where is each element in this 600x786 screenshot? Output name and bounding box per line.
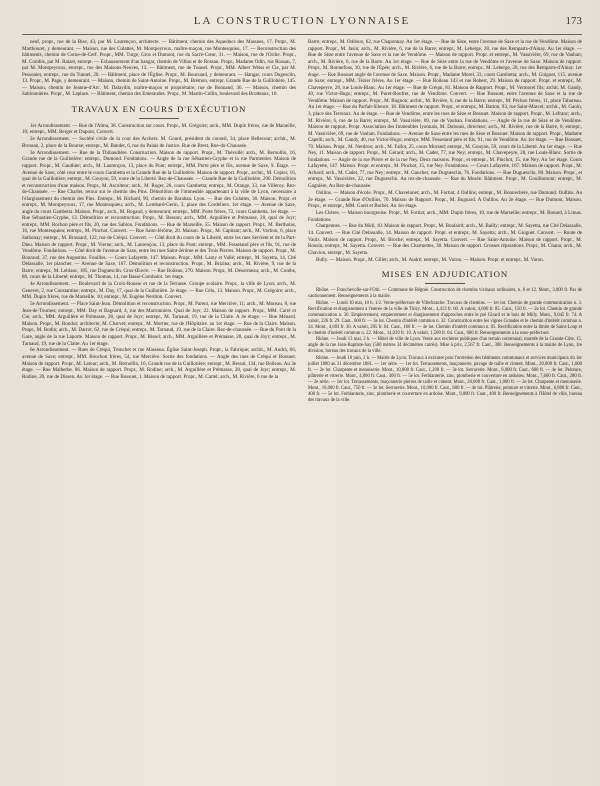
paragraph-arrondissement-5: 5e Arrondissement. — Place Saint-Jean. Démolition et reconstruction. Propr., M. Parent, rue Mercière, 11; arch., M. Moreau, 8, rue Jean-de-Tournes; entrepr., MM. Day et Bagnard, 4, rue des Marronniers. Quai de Joyr, 22. Maison de rapport. Propr., MM. Carré et Cie; arch., MM. Arguillère et Prémasse, 28, quai de Joyr; entrepr., M. Tarnaud, 19, rue de la Claire. A 4e étage. — Rue Ménard. Maison. Propr., M. Rondot; architecte, M. Charvet; entrepr., M. Mortier, rue de l'Hôpitaire. au 1er étage. — Rue de la Claire. Maison. Propr., M. Bodin; arch., M. Darrot, 62, rue de Créqui; entrepr., M. Tarnaud, 19, rue de la Claire. Rez-de-chaussée. — Rue du Pont de la Gare, angle de la rue Laporte. Maison de rapport. Propr., M. Bissel; arch., MM. Arguillère et Prémasse, 28, quai de Joyr; entrepr., M. Tarnaud, 19, rue de la Claire. Au 1er étage. xyxy=(22,301,296,347)
paragraph-arrondissement-3: 3e Arrondissement. — Rue de la Thibaudière. Construction. Maison de rapport. Propr., M. Thévollé; arch., M. Bernollin, 16, Grande rue de la Guillotière; entrepr., Dumond. Fondations. — Angle de la rue Sébastien-Gryphe et la rue Parmentier. Maison de rapport. Propr., M. Gauthier; arch., M. Laurençon, 13, place du Pont; entrepr., MM. Porte père et fils, avenue de Saxe, 9. Étage. — Avenue de Saxe, côté cour entre le cours Gambetta et la Grande Rue de la Guillotière. Maison de rapport. Propr., archit., M. Copier, 16, quai de la Guillotière; entrepr., M. Gouyon, 59, route de la Liberté. Rez-de-Chaussée. — Grande Rue de la Guillotière, 290. Démolition et reconstruction d'une maison. Propr., M. Ascolteur; arch., M. Roger, 26, cours Gambetta; entrepr., M. Orange, 33, rue Villeroy. Rez-de-Chaussée. — Rue Charlet, retour sur le chemin des Pins. Démolition de l'immeuble appartenant à la ville de Lyon, nécessaire à l'élargissement du chemin des Pins. Entrepr., M. Richard, 90, chemin de Baraban. Lyon. — Rue des Culattes, 30. Maison. Propr. et entrepr., M. Montpeyroux, 17, rue Montesquieu; arch., M. Lombard-Gerin, 3, place des Cordeliers. 1er étage. — Avenue de Saxe, angle du cours Gambetta. Maison. Propr., arch., M. Bogaud, y demeurant; entrepr., MM. Porte frères, 72, cours Gambetta. 1er étage. — Rue Sébastien-Gryphe, 13. Démolition et reconstruction. Propr., M. Besson; arch., MM. Arguillère et Prémasse, 28, quai de Joyr; entrepr., MM. Rochon père et fils, 20, rue des Sablon. Fondations. — Rue de Marseille, 55. Maison de rapport. Propr., M. Bertholas, 16, rue Montesquieu; entrepr., M. Pinchot. Convert. — Rue Saint-Jérôme, 20. Maison. Propr., M. Capitant; arch., M. Vachon, 6, place Sathonay; entrepr., M. Brossard, 122, rue de Créqui. Convert. — Côté droit du cours de la Liberté, entre les rues Servient et de la Part-Dieu. Maison de rapport. Propr., M. Vierne; arch., M. Laurençon, 13, place du Pont; entrepr., MM. Fessetand père et fils, 91, rue de Vendôme. Fondations. — Côté droit de l'avenue de Saxe, entre les rues Saint-Jérôme et des Trois Pierres. Maison de rapport. Propr., M. Bouraud, 37, rue des Augustins. Fouilles. — Cours Lafayette, 147. Maison. Propr., MM. Lamy et Vallé; entrepr., M. Sayetta, 14, Cité Delassalle, 1er plancher. — Avenue de Saxe, 167. Démolition et reconstruction. Propr., M. Brizina; arch., M. Rivière, 9, rue de la Barre; entrepr., M. Leblanc, 185, rue Duguesclin. Gros-Œuvre. — Rue Boileau, 270. Maison. Propr., M. Désormeau; arch., M. Combs, 86, cours de la Liberté; entrepr., M. Thomas, 14, rue Basse-Combalot. 1er étage. xyxy=(22,149,296,281)
paragraph-les-cheres: Les Chères. — Maison bourgeoise. Propr., M. Fortiat; arch., MM. Dupin frères, 10, rue de Marseille; entrepr., M. Bonard, à Limas. Fondations. xyxy=(308,210,582,223)
adjudication-item: Rhône. — Franchevolle-sur-l'Orb. — Commune de Régnié. Construction de chemins vicinaux ordinaires, n. 8 et 12. Mont., 3,000 fr. Pas de cautionnement. Renseignements à la mairie. xyxy=(308,288,582,300)
paragraph-arrondissement-4: 4e Arrondissement. — Boulevard de la Croix-Rousse et rue de la Terrasse. Groupe scolaire. Propr., la ville de Lyon; arch., M. Genevet, 2, rue Constantine; entrepr., M. Day, 17, quai de la Guillotière. 2e étage. — Rue Célu, 13. Maison. Propr., M. Grégoire; arch., MM. Dupin frères, rue de Marseille, 10; entrepr., M. Eugène Nerdron. Convert. xyxy=(22,281,296,301)
two-column-body xyxy=(22,39,582,405)
right-column xyxy=(308,39,582,405)
paragraph-arrondissement-6: 6e Arrondissement. — Rues de Créqui, Tronchet et rue Massena. Église Saint-Joseph. Propr., la Fabrique; archit., M. Audrà, 66, avenue de Saxe; entrepr., MM. Bouchon frères, 54, rue Mercière. Sortie des fondations. — Angle des rues de Créqui et Bossuet. Maison de rapport. Propr., M. Latour; arch., M. Bernollin, 16, Grande rue de la Guillotière; entrepr., M. Bessal, 134, rue Boileau. Au 3e étage. — Rue Malherbe. 86. Maison de rapport. Propr., M. Rodine; arch., M. Arguillère et Prémasse, 28, quai de Joyr; entrepr., M. Rodine, 20, rue de Dissen. Au 1er étage. — Rue Bossuet, 1. Maison de rapport. Propr., M. Cartel; arch., M. Rivière, 6 rue de la xyxy=(22,347,296,380)
page-header xyxy=(22,12,582,35)
section-title-adjudication: MISES EN ADJUDICATION xyxy=(381,269,509,280)
running-title: LA CONSTRUCTION LYONNAISE xyxy=(193,15,411,27)
adjudication-item: Rhône. — Lundi 10 mai, 10 h. 1/2. Vente-préfecture de Villefranche. Travaux de chemins. — 1er lot. Chemin de grande communication n. 3. Rectification et élargissement à l'entrée de la ville de Thizy. Mont., 4,413 fr. 60. A valoir, 4,600 fr. 85. Caut., 150 fr. — 2e lot. Chemin de grande communication n. 30. Empierrement, empierrement et élargissement d'approches entre le pré Girard et le bois de Milly. Mont., 9,045 fr. 74. A valoir, 226 fr. 29. Caut., 600 fr. — 3e lot. Chemin d'intérêt commun n. 32. Construction entre les vignes Grandes et le chemin d'intérêt commun n. 34. Mont., 4,603 fr. 30. A valoir, 205 fr. 64. Caut., 160 fr. — 4e lot. Chemin d'intérêt commun n. 85. Rectification entre la limite de Saint-Loup et le chemin d'intérêt commun n. 22. Mont., 14,039 fr. 10. A valoir, 1,500 fr. 64. Caut., 600 fr. Renseignements à la sous-préfecture. xyxy=(308,300,582,336)
section-divider xyxy=(425,283,465,284)
adjudication-item: Rhône. — Jeudi 10 juin, 2 h. — Mairie de Lyon. Travaux à exécuter pour l'entretien des bâtiments communaux et services municipaux du 1er juillet 1880 au 31 décembre 1881. — 1er série. — 1er lot. Terrassements, maçonnerie, pavage de taille et ciment. Mont., 20,000 fr. Caut., 1,000 fr. — 2e lot. Charpente et menuiserie. Mont., 10,000 fr. Caut., 1,200 fr. — 3e lot. Serrurerie. Mont., 8,000 fr. Caut., 600 fr. — 4e lot. Peinture, plâtrerie et vitrerie. Mont., 4,000 fr. Caut., 300 fr. — 5e lot. Ferblanterie, zinc, plomberie et couverture en ardoises. Mont., 7,600 fr. Caut., 280 fr. — 2e série. — 1er lot. Terrassements, maçonnerie pierres de taille et ciment. Mont., 20,000 fr. Caut., 1,000 fr. — 2e lot. Charpente et menuiserie. Mont., 16,000 fr. Caut., 750 fr. — 3e lot. Serrurerie. Mont., 10,000 fr. Caut., 600 fr. — 4e lot. Plâtrerie, peinture et vitrerie. Mont., 6,800 fr. Caut., 400 fr. — 5e lot. Ferblanterie, zinc, plomberie et couverture en ardoise. Mont., 9,000 fr. Caut., 400 fr. Renseignements à l'Hôtel de ville, bureau des travaux de la ville. xyxy=(308,355,582,404)
left-column xyxy=(22,39,296,405)
paragraph-arrondissement-2: 2e Arrondissement. — Société civile de la cour des Archers. M. Gourd, président du conseil, 34, place Bellecour; archit., M. Brossan, 2, place de la Bourse; entrepr., M. Bandet, 6, rue du Palais de Justice. Rue de Brest, Rue-du-Chaussée. xyxy=(22,136,296,149)
page-number: 173 xyxy=(565,15,582,27)
paragraph-continuation: Barre; entrepr., M. Oddoux, 62, rue Chaponnay. Au 1er étage. — Rue de Sèze, entre l'avenue de Saxe et la rue de Vendôme. Maison de rapport. Propr., M. Jasin; arch., M. Rivière, 6, rue de la Barre; entrepr., M. Leberge, 28, rue des Remparts-d'Ainay. Au 1er étage. — Rue de Sèze entre l'avenue de Saxe et la rue de Vendôme. — Maison de rapport. Propr. et entrepr., M. Vassivière, 69, rue de Vauban; arch., M. Rivière, 6, rue de la Barre. Au 1er étage. — Rue de Sèze entre la rue de Vendôme et l'avenue de Saxe. Maison de rapport. Propr., M. Bonnefous, 10, rue de l'Épée; arch., M. Rivière, 6, rue de la Barre; entrepr., M. Leberge, 28, rue des Remparts-d'Ainay. 1er étage. — Rue Bossuet angle de l'avenue de Saxe. Maison. Propr., Madame Morel, 33, cours Gambetta; arch., M. Guiguet, 115, avenue de Saxe; entrepr., MM. Tézier frères. Au 1er étage. — Rue Boileau 143 et rue Robert, 29. Maison de rapport. Propr. et entrepr., M. Chavepeyre, 28, rue Louis-Blanc. Au 1er étage. — Rue de Créqui, 81. Maison de Rapport. Propr., M. Vermorel fils; archit. M. Gandy, 40, rue Victor-Hugo; entrepr., M. Puret-Bonfret, rue de Vendôme. Convert. — Rue Bossuet, entre l'avenue de Saxe et la rue de Vendôme. Maison de rapport. Propr., M. Bugnon; archit., M. Rivière, 6, rue de la Barre; entrepr., M. Péchon frères, 11, place Tabareau. Au 1er étage. — Rue du Parfait-Silence, 18. Bâtiment de rapport. Propr., et entrepr., M. Batton, 93, rue Saint-Marcel; archit., M. Gaoin, 3, place des Terreaux. Au 4e étage. — Rue de Vendôme, entre les rues de Sèze et Bossuet. Maison de rapport. Propr., M. Lefranc; arch., M. Rivière, 6, rue de la Barre; entrepr., M. Vassivière, 69, rue de Vauban. Fondations. — Angle de la rue de Sèze et de Vendôme. Maison de rapport. Propr. Association des Immeubles lyonnais, M. Dubouis, directeur; arch., M. Rivière, rue de la Barre, 6; entrepr., M. Vassivière, 69, rue de Vauban. Fondations. — Avenue de Saxe entre les rues de Sèze et Bossuet. Maison de rapport. Propr., Madame Capelli; arch., M. Gandy, 40, rue Victor-Hugo; entrepr. MM. Fessetand père et fils, 91, rue de Vendôme. Au 1er étage. — Rue Bossuet, 70. Maison. Propr., M. Nerdron; arch., M. Fallot, 25, cours Morand; entrepr., M. Gouyon, 59, cours de la Liberté. Au 1er étage. — Rue Ney, 11. Maison de rapport. Propr., M. Gérard; arch., M. Cadet, 77, rue Ney; entrepr., M. Chavepeyre, 28, rue Louis-Blanc. Sortie de fondations. — Angle de la rue Pierre et de la rue Ney. Deux maisons. Propr., et entrepr., M. Pinchot, 15, rue Ney. Au 1er étage. Cours Lafayette, 147. Maison. Propr. et entrepr., M. Pinchot, 15, rue Ney. Fondations. — Cours Lafayette, 167. Maison de rapport. Propr., M. Achard; arch., M. Cadet, 77, rue Ney; entrepr., M. Gaucher, rue Duguesclin, 76. Fondations. — Rue Duguesclin, 80. Maison. Propr., et entrepr., M. Vassivière, 22, rue Duguesclin. Au rez-de-chaussée. — Rue du Musée. Bâtiment. Propr., M. Gouillomont; entrepr., M. Gagnière, Au Rez-de-chaussée. xyxy=(308,39,582,190)
paragraph-arrondissement-1: 1er Arrondissement. — Rue de l'Alma, 38. Construction sur cours. Propr., M. Grégoire; arch., MM. Dupin frères, rue de Marseille, 10; entrepr., MM. Berger et Dupont, Convert. xyxy=(22,122,296,136)
section-divider xyxy=(139,118,179,119)
intro-paragraph: neuf, propr., rue de la Bise, 43, par M. Laurençon, architecte. — Bâtiment, chemin des Aqueducs des Massues, 17. Propr., M. Marthouret, y demeurant. — Maison, rue des Culattes, M. Montpeyroux, maître-maçon, rue Montesquieu, 17. — Reconstruction des bâtiments, chemin de Corne-de-Cerf. Propr., MM. Turge, Gros et Dumont, rue du Sacré-Cœur, 31. — Maison, rue de l'Ordre. Propr., M. Combis, par M. Raizet, entrepr. — Exhaussement d'un hangar, chemin de Villon et de Rossan. Propr., Madame Odin, rue Rossan, 7, par M. Montpeyroux, entrepr., rue des Maisons-Neuves, 13. — Bâtiment, rue de Tunnel. Propr., MM. Albert Weiss et Cie, par M. Pessonier, entrepr., rue du Tunnel, 20. — Bâtiment, place de l'Église. Propr., M. Boursaud, y demeurant. — Hangar, cours Dugesclin, 13. Propr., M. Page, y demeurant. — Maison, chemin de Saint-Antoine. Propr., M. Brémon, entrepr. Grande Rue de la Guillotière, 145. — Maison, chemin de Jeanne-d'Arc. M. Dalaydin, maître-maçon et propriétaire, rue de Bonnand, 36. — Maison, chemin des Sablonnières. Propr., M. Laplace. — Bâtiment, chemin des Emeraudes. Propr., M. Martin-Collin, boulevard des Brotteaux, 16. xyxy=(22,39,296,98)
section-title-travaux: TRAVAUX EN COURS D'EXÉCUTION xyxy=(71,103,247,114)
paragraph-oullins: Oullins. — Maison d'école. Propr., M. Chavelonet; arch., M. Fortiat, 4 Oullins; entrepr., M. Bonnechère, rue Dumond. Oullins. Au 2e étage. — Grande Rue d'Oullins, 70. Maison de Rapport. Propr., M. Bugnard. A Oullins. Au 2e étage. — Rue Dumont. Maison. Propr., et entrepr., MM. Garet et Borbet. Au 1er étage. xyxy=(308,189,582,210)
paragraph-bully: Bully. — Maison. Propr., M. Gillet; arch., M. Audré; entrepr., M. Vuron. — Maison. Propr. et entrepr., M. Varon. xyxy=(316,256,544,263)
adjudication-item: Rhône. — Jeudi 13 mai, 2 h. — Hôtel de ville de Lyon. Vente aux enchères publiques d'un terrain communal, montée de la Grande-Côte, 15, angle de la rue Jean-Baptiste-Say (500 mètres 34 décimètres carrés). Mise à prix, 2,567 fr. Caut., 300. Renseignements à la mairie de Lyon, 1re division, bureau des travaux de la ville. xyxy=(308,337,582,355)
paragraph-charpennes: Charpennes. — Rue du Midi, 10. Maison de rapport. Propr., M. Boulaird; arch., M. Bailly; entrepr., M. Sayetta, rue Cité Delassalle, 14. Convert. — Rue Cité Delassalle, 14. Maison de rapport. Propr. et entrepr., M. Sayetta; arch., M. Guiguet. Convert. — Route de Vaulx. Maison de rapport. Propr., M. Broche; entrepr., M. Sayetta. Convert. — Rue Saint-Antoine. Maison de rapport. Propr., M. Rousin; entrepr., M. Sayetta. Convert. — Rue des Charmettes, 30. Maison de rapport. Grosses réparations. Propr., M. Chana; arch., M. Chavion, entrepr., M. Sayetta. xyxy=(308,223,582,256)
